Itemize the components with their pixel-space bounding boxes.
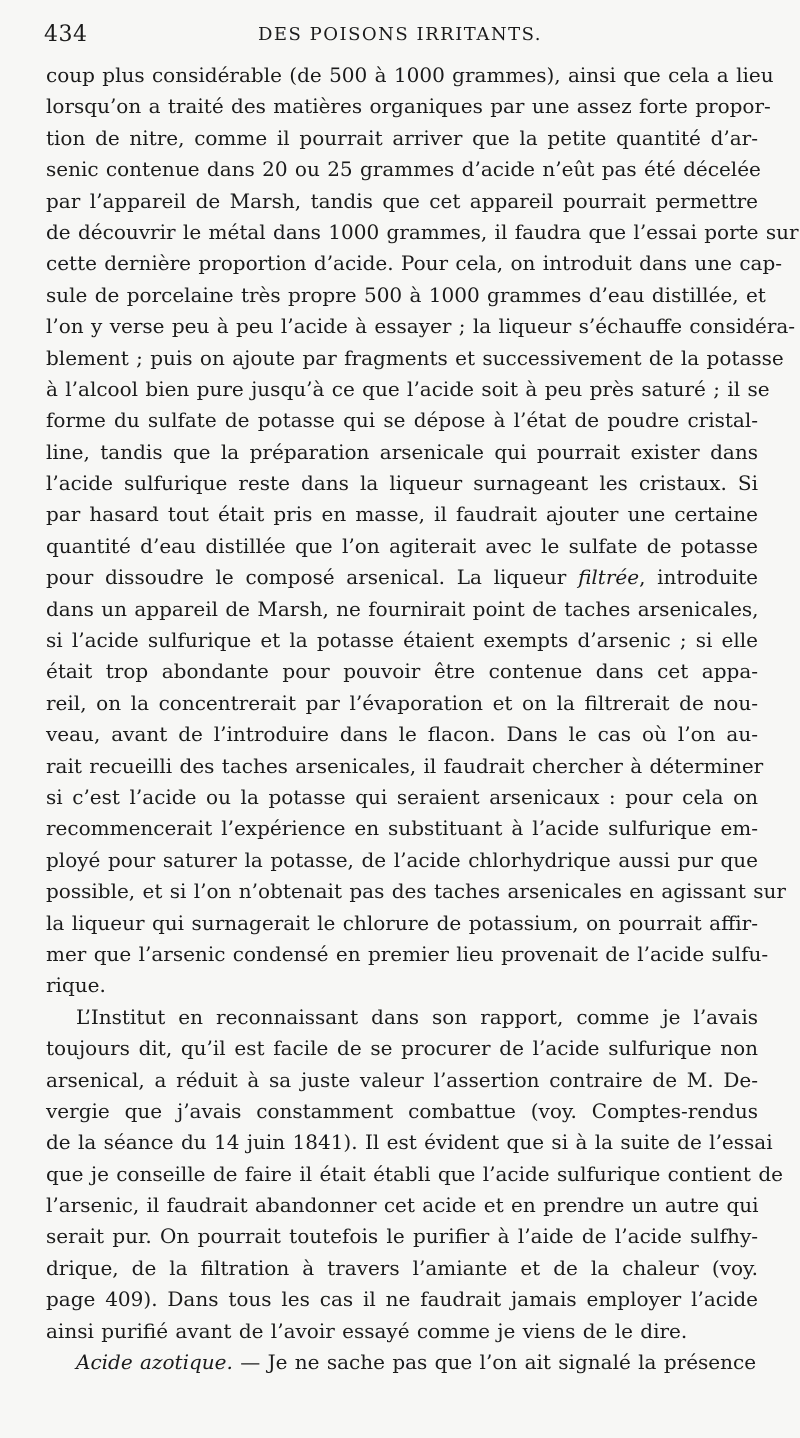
paragraph-3 [46,1347,758,1378]
running-title: DES POISONS IRRITANTS. [257,24,542,45]
text-line: veau, avant de l’introduire dans le flacon. Dans le cas où l’on au- [46,722,758,747]
text-line: quantité d’eau distillée que l’on agiterait avec le sulfate de potasse [46,533,758,558]
paragraph-2 [46,1002,783,1347]
text-line: forme du sulfate de potasse qui se dépose à l’état de poudre cristal- [46,408,758,433]
page-number: 434 [44,22,88,47]
text-line: serait pur. On pourrait toutefois le purifier à l’aide de l’acide sulfhy- [46,1224,758,1249]
text-line: rique. [46,973,106,998]
text-line: L’Institut en reconnaissant dans son rapport, comme je l’avais [76,1004,758,1029]
body-text [46,60,799,1378]
text-line: si c’est l’acide ou la potasse qui seraient arsenicaux : pour cela on [46,784,758,809]
text-line: de la séance du 14 juin 1841). Il est évident que si à la suite de l’essai [46,1130,773,1155]
text-line: arsenical, a réduit à sa juste valeur l’assertion contraire de M. De- [46,1067,758,1092]
text-line: la liqueur qui surnagerait le chlorure de potassium, on pourrait affir- [46,910,758,935]
paragraph-1 [46,60,799,1002]
text-line: recommencerait l’expérience en substituant à l’acide sulfurique em- [46,816,758,841]
text-line: tion de nitre, comme il pourrait arriver que la petite quantité d’ar- [46,125,758,150]
text-fragment: — Je ne sache pas que l’on ait signalé la présence [240,1350,757,1375]
text-line: si l’acide sulfurique et la potasse étaient exempts d’arsenic ; si elle [46,628,758,653]
text-line: pour dissoudre le composé arsenical. La liqueur filtrée, introduite [46,565,758,590]
text-line: mer que l’arsenic condensé en premier lieu provenait de l’acide sulfu- [46,941,769,966]
text-line: lorsqu’on a traité des matières organiques par une assez forte propor- [46,94,771,119]
text-line: que je conseille de faire il était établi que l’acide sulfurique contient de [46,1161,783,1186]
text-line [46,1347,758,1378]
text-line: drique, de la filtration à travers l’amiante et de la chaleur (voy. [46,1255,758,1280]
text-line: sule de porcelaine très propre 500 à 1000 grammes d’eau distillée, et [46,282,766,307]
text-line: possible, et si l’on n’obtenait pas des taches arsenicales en agissant sur [46,879,786,904]
text-line: senic contenue dans 20 ou 25 grammes d’acide n’eût pas été décelée [46,157,761,182]
text-line: l’arsenic, il faudrait abandonner cet acide et en prendre un autre qui [46,1193,759,1218]
text-line: dans un appareil de Marsh, ne fournirait point de taches arsenicales, [46,596,759,621]
text-line: coup plus considérable (de 500 à 1000 grammes), ainsi que cela a lieu [46,63,774,87]
text-line: était trop abondante pour pouvoir être contenue dans cet appa- [46,659,758,684]
text-line: line, tandis que la préparation arsenicale qui pourrait exister dans [46,439,758,464]
text-line: toujours dit, qu’il est facile de se procurer de l’acide sulfurique non [46,1036,758,1061]
text-line: vergie que j’avais constamment combattue (voy. Comptes-rendus [46,1098,758,1123]
text-line: page 409). Dans tous les cas il ne faudrait jamais employer l’acide [46,1287,758,1312]
text-line: ainsi purifié avant de l’avoir essayé comme je viens de le dire. [46,1318,688,1343]
text-line: rait recueilli des taches arsenicales, il faudrait chercher à déterminer [46,753,764,778]
text-line: blement ; puis on ajoute par fragments et successivement de la potasse [46,345,784,370]
section-heading: Acide azotique. [76,1350,233,1375]
text-line: par l’appareil de Marsh, tandis que cet appareil pourrait permettre [46,188,758,213]
text-line: cette dernière proportion d’acide. Pour cela, on introduit dans une cap- [46,251,783,276]
text-line: de découvrir le métal dans 1000 grammes, il faudra que l’essai porte sur [46,219,799,244]
text-line: à l’alcool bien pure jusqu’à ce que l’acide soit à peu près saturé ; il se [46,376,770,401]
page-header [44,22,756,56]
text-line: ployé pour saturer la potasse, de l’acide chlorhydrique aussi pur que [46,847,758,872]
text-line: reil, on la concentrerait par l’évaporation et on la filtrerait de nou- [46,690,758,715]
emphasized-word: filtrée [578,565,640,590]
text-line: par hasard tout était pris en masse, il faudrait ajouter une certaine [46,502,758,527]
text-line: l’on y verse peu à peu l’acide à essayer ; la liqueur s’échauffe considéra- [46,314,796,339]
text-line: l’acide sulfurique reste dans la liqueur surnageant les cristaux. Si [46,471,758,496]
